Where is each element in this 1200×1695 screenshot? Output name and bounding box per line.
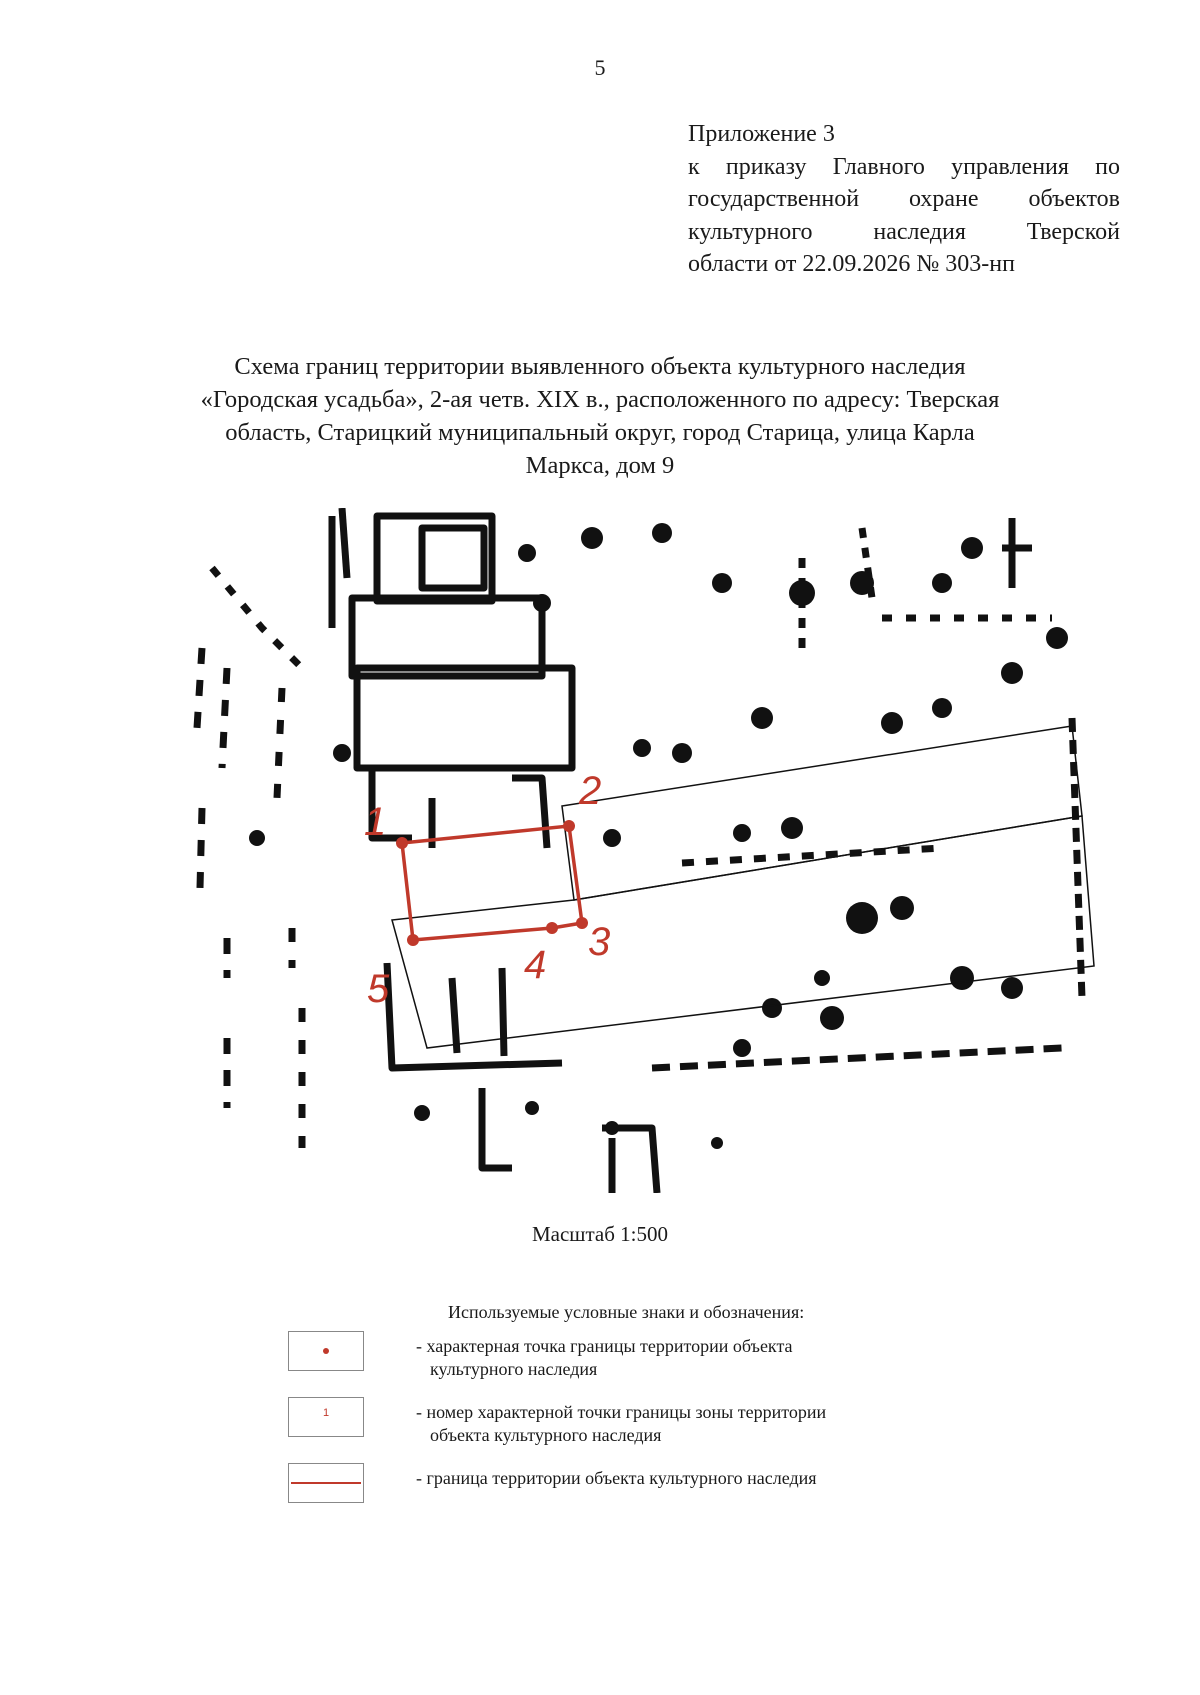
boundary-point-dot-icon xyxy=(323,1348,329,1354)
boundary-line-icon xyxy=(291,1482,361,1484)
legend-text-number xyxy=(416,1401,976,1447)
boundary-point-marker xyxy=(546,922,558,934)
title-line-4: Маркса, дом 9 xyxy=(525,452,675,479)
map-canvas xyxy=(182,508,1104,1193)
boundary-point-label: 3 xyxy=(588,920,611,964)
legend-text-line: объекта культурного наследия xyxy=(430,1425,662,1445)
legend-text-line: культурного наследия xyxy=(430,1359,598,1379)
appendix-line-3: государственной охране объектов xyxy=(688,186,1120,212)
point-number-sample: 1 xyxy=(322,1407,330,1419)
legend-text-line: - номер характерной точки границы зоны территории xyxy=(416,1402,827,1422)
basemap-buildings xyxy=(197,508,1082,1193)
boundary-point-marker xyxy=(576,917,588,929)
boundary-point-label: 5 xyxy=(367,967,390,1011)
legend-item-boundary xyxy=(288,1463,988,1509)
document-title xyxy=(150,350,1050,482)
title-line-1: Схема границ территории выявленного объекта культурного наследия xyxy=(234,353,966,380)
legend-item-point xyxy=(288,1331,988,1377)
legend-symbol-boundary xyxy=(288,1463,364,1503)
boundary-point-label: 2 xyxy=(579,769,602,813)
legend-symbol-point xyxy=(288,1331,364,1371)
appendix-line-1: Приложение 3 xyxy=(688,121,835,147)
appendix-header xyxy=(688,118,1120,281)
legend-text-line: - граница территории объекта культурного наследия xyxy=(416,1468,817,1488)
legend-text-boundary xyxy=(416,1467,976,1490)
boundary-point-marker xyxy=(563,820,575,832)
legend-symbol-number xyxy=(288,1397,364,1437)
map-scale: Масштаб 1:500 xyxy=(531,1222,668,1246)
parcel-outlines xyxy=(392,726,1094,1048)
appendix-line-5: области от 22.09.2026 № 303-нп xyxy=(688,251,1015,277)
boundary-point-marker xyxy=(396,837,408,849)
appendix-line-2: к приказу Главного управления по xyxy=(688,153,1120,180)
title-line-3: область, Старицкий муниципальный округ, город Старица, улица Карла xyxy=(225,419,975,446)
legend-text-point xyxy=(416,1335,976,1381)
page-number: 5 xyxy=(594,55,606,80)
boundary-map xyxy=(182,508,1104,1193)
boundary-point-label: 4 xyxy=(524,943,547,987)
boundary-point-marker xyxy=(407,934,419,946)
title-line-2: «Городская усадьба», 2-ая четв. XIX в., расположенного по адресу: Тверская xyxy=(200,386,1000,413)
boundary-point-label: 1 xyxy=(364,800,387,844)
legend-title: Используемые условные знаки и обозначения: xyxy=(448,1302,805,1322)
legend-item-number xyxy=(288,1397,988,1443)
appendix-line-4: культурного наследия Тверской xyxy=(688,218,1120,245)
legend-text-line: - характерная точка границы территории объекта xyxy=(416,1336,793,1356)
